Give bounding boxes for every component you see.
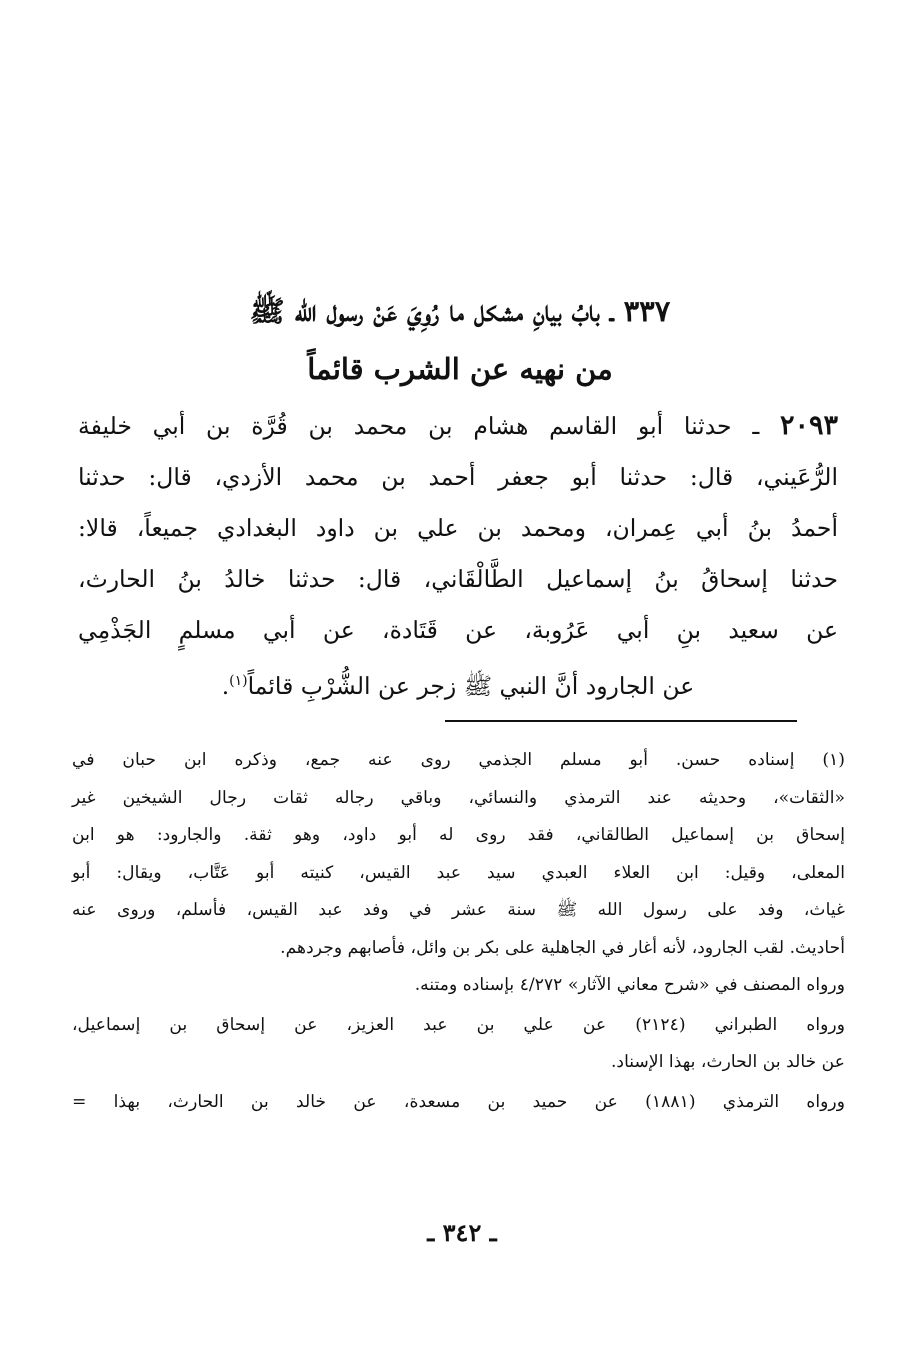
hadith-text [78, 400, 838, 712]
hadith-line-3: أحمدُ بنُ أبي عِمران، ومحمد بن علي بن داود البغدادي جميعاً، قالا: [78, 514, 838, 542]
footnote-para-3-line-2: عن خالد بن الحارث، بهذا الإسناد. [610, 1052, 845, 1072]
footnote-line-5: غياث، وفد على رسول الله ﷺ سنة عشر في وفد عبد القيس، فأسلم، وروى عنه [72, 900, 845, 920]
footnote-line-1: (١) إسناده حسن. أبو مسلم الجذمي روى عنه جمع، وذكره ابن حبان في [72, 750, 845, 770]
footnote-line-2: «الثقات»، وحديثه عند الترمذي والنسائي، وباقي رجاله ثقات رجال الشيخين غير [72, 787, 845, 808]
footnote-para-3-line-1: ورواه الطبراني (٢١٢٤) عن علي بن عبد العزيز، عن إسحاق بن إسماعيل، [72, 1014, 846, 1035]
hadith-line-5: عن سعيد بنِ أبي عَرُوبة، عن قَتَادة، عن أبي مسلمٍ الجَذْمِي [78, 616, 838, 644]
footnote-line-3: إسحاق بن إسماعيل الطالقاني، فقد روى له أبو داود، وهو ثقة. والجارود: هو ابن [72, 825, 845, 845]
chapter-title-line-1: ٣٣٧ ـ بابُ بيانِ مشكل ما رُوِيَ عَنْ رسول الله ﷺ [249, 294, 671, 328]
hadith-number: ٢٠٩٣ [779, 410, 838, 441]
footnote-line-4: المعلى، وقيل: ابن العلاء العبدي سيد عبد القيس، كنيته أبو عَتَّاب، ويقال: أبو [72, 862, 845, 883]
chapter-title-line-2: من نهيه عن الشرب قائماً [307, 352, 613, 386]
footnote-line-6: أحاديث. لقب الجارود، لأنه أغار في الجاهلية على بكر بن وائل، فأصابهم وجردهم. [280, 937, 845, 958]
chapter-title [110, 282, 810, 398]
footnote-reference[interactable]: (١) [229, 673, 248, 689]
page-number: ـ ٣٤٢ ـ [427, 1218, 497, 1247]
footnote-separator [445, 720, 797, 722]
hadith-line-6: عن الجارود أنَّ النبي ﷺ زجر عن الشُّرْبِ قائماً$^{(١)}$. [221, 671, 695, 700]
hadith-line-2: الرُّعَيني، قال: حدثنا أبو جعفر أحمد بن محمد الأزدي، قال: حدثنا [78, 463, 838, 491]
hadith-line-1-text: ـ حدثنا أبو القاسم هشام بن محمد بن قُرَّة بن أبي خليفة [78, 412, 780, 440]
footnotes [72, 742, 845, 1121]
hadith-line-1 [78, 400, 838, 452]
hadith-line-6-text: عن الجارود أنَّ النبي ﷺ زجر عن الشُّرْبِ قائماً [247, 671, 695, 700]
footnote-para-4: ورواه الترمذي (١٨٨١) عن حميد بن مسعدة، عن خالد بن الحارث، بهذا = [72, 1091, 845, 1112]
footnote-para-2: ورواه المصنف في «شرح معاني الآثار» ٤/٢٧٢ بإسناده ومتنه. [414, 975, 845, 995]
hadith-line-4: حدثنا إسحاقُ بنُ إسماعيل الطَّالْقَاني، قال: حدثنا خالدُ بنُ الحارث، [78, 565, 838, 593]
